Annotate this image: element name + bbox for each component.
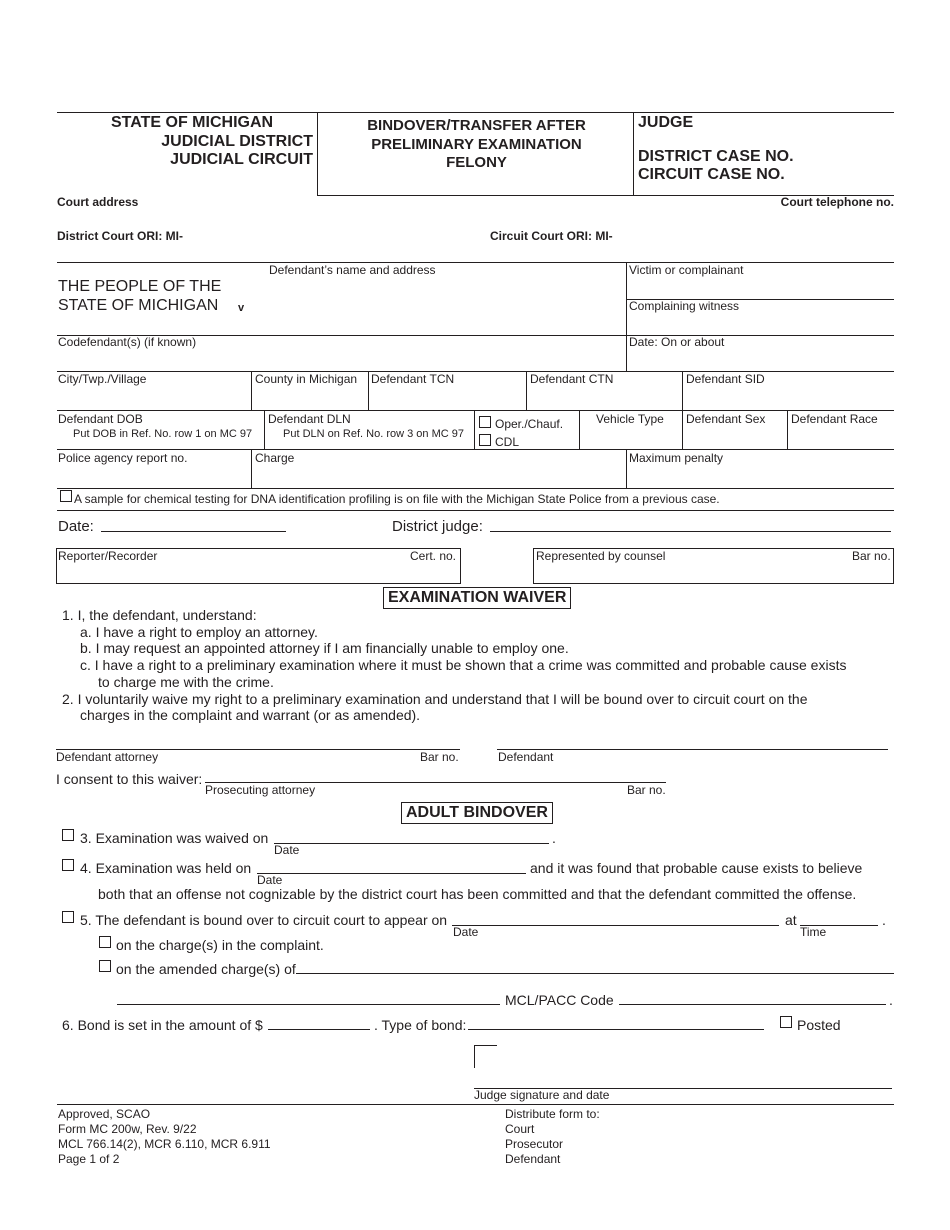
codefendants[interactable]: Codefendant(s) (if known) — [58, 335, 197, 349]
charges-complaint-checkbox[interactable] — [99, 936, 111, 948]
complaining-witness[interactable]: Complaining witness — [629, 299, 740, 313]
posted-checkbox[interactable] — [780, 1016, 792, 1028]
circuit-case-no[interactable]: CIRCUIT CASE NO. — [638, 166, 785, 183]
defendant-sex[interactable]: Defendant Sex — [686, 412, 766, 426]
judge-label: JUDGE — [638, 114, 694, 131]
dna-statement: A sample for chemical testing for DNA identification profiling is on file with the Michigan State Police from a previous case. — [74, 492, 720, 506]
dob-note: Put DOB in Ref. No. row 1 on MC 97 — [73, 428, 253, 440]
cert-no: Cert. no. — [410, 549, 457, 563]
grid-rule-1 — [57, 262, 894, 263]
approved-scao: Approved, SCAO — [58, 1107, 151, 1121]
charges-complaint-label: on the charge(s) in the complaint. — [116, 937, 324, 953]
defendant-race[interactable]: Defendant Race — [791, 412, 878, 426]
grid-divider-race — [787, 410, 788, 449]
defendant-attorney: Defendant attorney — [56, 750, 159, 764]
type-of-bond-line[interactable] — [468, 1029, 764, 1030]
charges-continuation-line[interactable] — [117, 1004, 500, 1005]
item-5-time-label: Time — [800, 925, 827, 939]
defendant-name-address[interactable]: Defendant’s name and address — [269, 263, 436, 277]
victim-complainant[interactable]: Victim or complainant — [629, 263, 744, 277]
grid-divider-tcn — [368, 371, 369, 410]
footer-rule — [57, 1104, 894, 1105]
posted-label: Posted — [797, 1017, 841, 1033]
district-judge-line[interactable] — [490, 531, 891, 532]
prosecuting-attorney: Prosecuting attorney — [205, 783, 316, 797]
oper-chauf-checkbox[interactable] — [479, 416, 491, 428]
defendant-ctn[interactable]: Defendant CTN — [530, 372, 614, 386]
state-of-michigan: STATE OF MICHIGAN — [111, 114, 274, 131]
judicial-circuit: JUDICIAL CIRCUIT — [170, 151, 313, 168]
waiver-item-1b: b. I may request an appointed attorney if I am financially unable to employ one. — [80, 640, 569, 656]
oper-chauf-label: Oper./Chauf. — [495, 417, 564, 431]
grid-divider-dln — [264, 410, 265, 449]
item-3-checkbox[interactable] — [62, 829, 74, 841]
distribute-court: Court — [505, 1122, 535, 1136]
grid-rule-4 — [57, 410, 894, 411]
header-divider-1 — [317, 112, 318, 196]
dln-note: Put DLN on Ref. No. row 3 on MC 97 — [283, 428, 464, 440]
amended-charges-line[interactable] — [296, 973, 894, 974]
page-number: Page 1 of 2 — [58, 1152, 120, 1166]
item-4-checkbox[interactable] — [62, 859, 74, 871]
grid-rule-3 — [57, 371, 894, 372]
form-title-line3: FELONY — [446, 154, 507, 171]
item-5-at: at — [785, 912, 797, 928]
item-5-checkbox[interactable] — [62, 911, 74, 923]
circuit-court-ori: Circuit Court ORI: MI- — [490, 229, 613, 243]
mcl-pacc-code: MCL/PACC Code — [505, 992, 614, 1008]
date-on-or-about[interactable]: Date: On or about — [629, 335, 725, 349]
judicial-district: JUDICIAL DISTRICT — [161, 133, 313, 150]
grid-divider-oper — [474, 410, 475, 449]
item-3-date-label: Date — [274, 843, 300, 857]
grid-rule-5 — [57, 449, 894, 450]
item-3-period: . — [552, 830, 556, 846]
defendant-dln[interactable]: Defendant DLN — [268, 412, 351, 426]
form-title-line1: BINDOVER/TRANSFER AFTER — [367, 117, 586, 134]
district-judge-label: District judge: — [392, 518, 483, 535]
judge-signature-and-date: Judge signature and date — [474, 1088, 610, 1102]
date-label: Date: — [58, 518, 94, 535]
versus: v — [238, 302, 245, 314]
maximum-penalty[interactable]: Maximum penalty — [629, 451, 724, 465]
grid-divider-victim — [626, 262, 627, 372]
date-line[interactable] — [101, 531, 286, 532]
reporter-recorder: Reporter/Recorder — [58, 549, 158, 563]
waiver-item-2: 2. I voluntarily waive my right to a preliminary examination and understand that I will be bound over to circuit court on the — [62, 691, 808, 707]
cdl-label: CDL — [495, 435, 520, 449]
grid-rule-7 — [57, 510, 894, 511]
header-top-rule — [57, 112, 894, 113]
item-4-date-line[interactable] — [257, 873, 526, 874]
item-3-date-line[interactable] — [274, 843, 549, 844]
item-4-text-line2: both that an offense not cognizable by the district court has been committed and that the defendant committed the offense. — [98, 886, 857, 902]
dna-checkbox[interactable] — [60, 490, 72, 502]
defendant-attorney-bar-no: Bar no. — [420, 750, 459, 764]
examination-waiver-heading: EXAMINATION WAIVER — [383, 587, 571, 609]
counsel-bar-no: Bar no. — [852, 549, 891, 563]
item-4-date-label: Date — [257, 873, 283, 887]
waiver-item-1a: a. I have a right to employ an attorney. — [80, 624, 318, 640]
waiver-item-1: 1. I, the defendant, understand: — [62, 607, 257, 623]
mcl-reference: MCL 766.14(2), MCR 6.110, MCR 6.911 — [58, 1137, 271, 1151]
court-telephone: Court telephone no. — [780, 195, 894, 209]
grid-rule-6 — [57, 488, 894, 489]
grid-divider-penalty — [626, 449, 627, 488]
distribute-to: Distribute form to: — [505, 1107, 600, 1121]
district-court-ori: District Court ORI: MI- — [57, 229, 183, 243]
bond-amount-line[interactable] — [268, 1029, 370, 1030]
amended-charges-label: on the amended charge(s) of — [116, 961, 296, 977]
waiver-item-2-cont: charges in the complaint and warrant (or as amended). — [80, 707, 421, 723]
waiver-item-1c: c. I have a right to a preliminary examination where it must be shown that a crime was committed and probable cause exists — [80, 657, 847, 673]
form-title-line2: PRELIMINARY EXAMINATION — [371, 136, 582, 153]
item-5-text: 5. The defendant is bound over to circuit court to appear on — [80, 912, 448, 928]
defendant-dob[interactable]: Defendant DOB — [58, 412, 143, 426]
grid-divider-vehicle — [579, 410, 580, 449]
distribute-prosecutor: Prosecutor — [505, 1137, 564, 1151]
item-6-text: 6. Bond is set in the amount of $ — [62, 1017, 263, 1033]
county-in-michigan[interactable]: County in Michigan — [255, 372, 358, 386]
waiver-item-1c-cont: to charge me with the crime. — [98, 674, 274, 690]
prosecuting-bar-no: Bar no. — [627, 783, 666, 797]
item-4-text: 4. Examination was held on — [80, 860, 252, 876]
item-5-date-label: Date — [453, 925, 479, 939]
police-report-no[interactable]: Police agency report no. — [58, 451, 188, 465]
item-5-period: . — [882, 912, 886, 928]
item-5-date-line[interactable] — [452, 925, 779, 926]
adult-bindover-heading: ADULT BINDOVER — [401, 802, 553, 824]
defendant-signature-line[interactable] — [497, 749, 888, 750]
item-4-text-cont: and it was found that probable cause exists to believe — [530, 860, 863, 876]
mcl-pacc-line[interactable] — [619, 1004, 886, 1005]
mcl-pacc-period: . — [889, 992, 893, 1008]
defendant-signature: Defendant — [498, 750, 554, 764]
seal-corner-mark — [474, 1045, 497, 1068]
consent-label: I consent to this waiver: — [56, 771, 203, 787]
item-3-text: 3. Examination was waived on — [80, 830, 269, 846]
cdl-checkbox[interactable] — [479, 434, 491, 446]
grid-divider-ctn — [526, 371, 527, 410]
charge[interactable]: Charge — [255, 451, 295, 465]
defendant-tcn[interactable]: Defendant TCN — [371, 372, 455, 386]
grid-divider-county — [251, 371, 252, 410]
city-twp-village[interactable]: City/Twp./Village — [58, 372, 147, 386]
header-divider-2 — [633, 112, 634, 196]
district-case-no[interactable]: DISTRICT CASE NO. — [638, 148, 794, 165]
people-line1: THE PEOPLE OF THE — [58, 278, 222, 295]
defendant-sid[interactable]: Defendant SID — [686, 372, 765, 386]
amended-charges-checkbox[interactable] — [99, 960, 111, 972]
distribute-defendant: Defendant — [505, 1152, 561, 1166]
represented-by-counsel: Represented by counsel — [536, 549, 666, 563]
people-line2: STATE OF MICHIGAN — [58, 297, 219, 314]
grid-divider-charge — [251, 449, 252, 488]
form-number: Form MC 200w, Rev. 9/22 — [58, 1122, 197, 1136]
vehicle-type[interactable]: Vehicle Type — [596, 412, 664, 426]
court-address: Court address — [57, 195, 139, 209]
type-of-bond-label: . Type of bond: — [374, 1017, 467, 1033]
